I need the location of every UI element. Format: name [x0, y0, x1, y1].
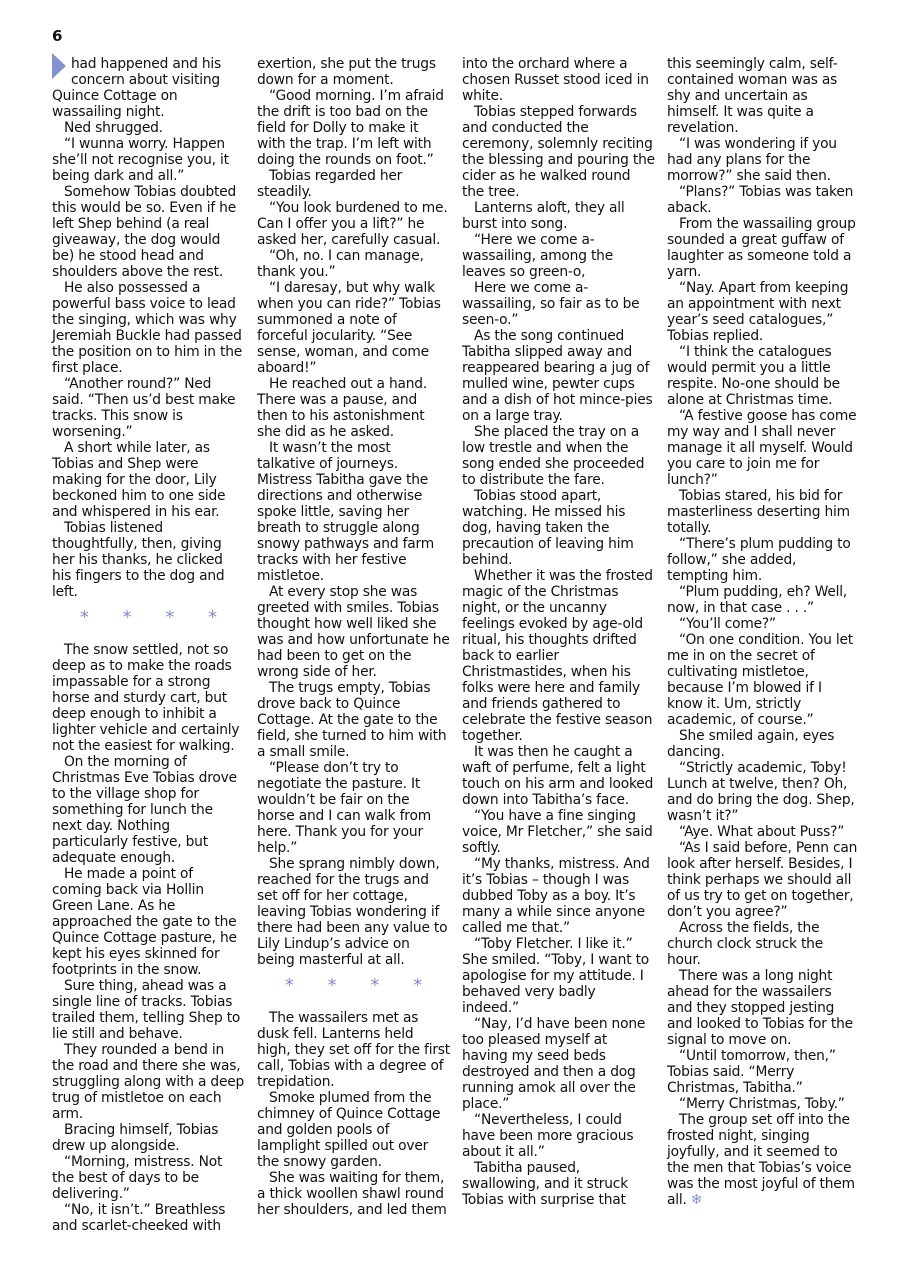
paragraph — [667, 1112, 860, 1208]
paragraph-text: He also possessed a powerful bass voice to lead the singing, which was why Jeremiah Buckle had passed the position on to him in the first place. — [52, 280, 243, 376]
section-separator: * * * * — [79, 607, 232, 628]
paragraph — [462, 328, 655, 424]
paragraph — [667, 136, 860, 184]
paragraph-text: “Good morning. I’m afraid the drift is too bad on the field for Dolly to make it with the trap. I’m left with doing the rounds on foot.” — [257, 88, 444, 168]
paragraph — [667, 408, 860, 488]
paragraph — [462, 104, 655, 200]
paragraph-text: She was waiting for them, a thick woollen shawl round her shoulders, and led them — [257, 1170, 447, 1218]
paragraph — [257, 856, 450, 968]
paragraph — [52, 978, 245, 1042]
paragraph — [667, 920, 860, 968]
paragraph — [52, 754, 245, 866]
paragraph — [462, 200, 655, 232]
paragraph — [462, 232, 655, 280]
paragraph-text: “My thanks, mistress. And it’s Tobias – though I was dubbed Toby as a boy. It’s many a while since anyone called me that.” — [462, 856, 650, 936]
paragraph — [52, 184, 245, 280]
paragraph-text: “Toby Fletcher. I like it.” She smiled. “Toby, I want to apologise for my attitude. I behaved very badly indeed.” — [462, 936, 650, 1016]
paragraph — [462, 1016, 655, 1112]
paragraph — [257, 1090, 450, 1170]
paragraph — [667, 632, 860, 728]
section-separator: * * * * — [284, 975, 437, 996]
paragraph — [257, 88, 450, 168]
paragraph — [462, 744, 655, 808]
paragraph-text: Tobias stared, his bid for masterliness deserting him totally. — [667, 488, 850, 536]
paragraph-text: The wassailers met as dusk fell. Lanterns held high, they set off for the first call, Tobias with a degree of trepidation. — [257, 1010, 451, 1090]
paragraph-text: The snow settled, not so deep as to make the roads impassable for a strong horse and sturdy cart, but deep enough to inhibit a lighter vehicle and certainly not the easiest for walking. — [52, 642, 240, 754]
paragraph-text: The group set off into the frosted night, singing joyfully, and it seemed to the men that Tobias’s voice was the most joyful of them all. — [667, 1112, 855, 1208]
paragraph-text: Ned shrugged. — [64, 120, 163, 136]
paragraph-text: She smiled again, eyes dancing. — [667, 728, 835, 760]
paragraph-text: “I think the catalogues would permit you a little respite. No-one should be alone at Christmas time. — [667, 344, 840, 408]
paragraph-text: “Plans?” Tobias was taken aback. — [667, 184, 854, 216]
paragraph-text: Across the fields, the church clock struck the hour. — [667, 920, 823, 968]
paragraph-text: Lanterns aloft, they all burst into song. — [462, 200, 625, 232]
paragraph — [462, 808, 655, 856]
paragraph-text: “A festive goose has come my way and I shall never manage it all myself. Would you care to join me for lunch?” — [667, 408, 857, 488]
paragraph-text: “Morning, mistress. Not the best of days to be delivering.” — [52, 1154, 223, 1202]
paragraph — [52, 642, 245, 754]
paragraph — [52, 1122, 245, 1154]
paragraph — [52, 136, 245, 184]
paragraph-text: “I wunna worry. Happen she’ll not recognise you, it being dark and all.” — [52, 136, 229, 184]
paragraph-text: “On one condition. You let me in on the secret of cultivating mistletoe, because I’m blowed if I know it. Um, strictly academic, of course.” — [667, 632, 853, 728]
paragraph — [52, 866, 245, 978]
paragraph-text: “Merry Christmas, Toby.” — [679, 1096, 845, 1112]
paragraph-text: On the morning of Christmas Eve Tobias drove to the village shop for something for lunch the next day. Nothing particularly festive, but adequate enough. — [52, 754, 237, 866]
paragraph — [52, 520, 245, 600]
column-4 — [667, 56, 860, 1234]
paragraph — [52, 56, 245, 120]
paragraph — [52, 1042, 245, 1122]
paragraph — [257, 56, 450, 88]
paragraph-text: “You look burdened to me. Can I offer you a lift?” he asked her, carefully casual. — [257, 200, 448, 248]
paragraph-text: It wasn’t the most talkative of journeys. Mistress Tabitha gave the directions and otherwise spoke little, saving her breath to struggle along snowy pathways and farm tracks with her festive mistletoe. — [257, 440, 434, 584]
paragraph — [257, 760, 450, 856]
paragraph — [667, 616, 860, 632]
paragraph — [667, 536, 860, 584]
paragraph — [257, 376, 450, 440]
paragraph — [667, 760, 860, 824]
paragraph-text: “You have a fine singing voice, Mr Fletcher,” she said softly. — [462, 808, 653, 856]
paragraph — [257, 440, 450, 584]
paragraph-text: “Nay, I’d have been none too pleased myself at having my seed beds destroyed and then a dog running amok all over the place.” — [462, 1016, 646, 1112]
paragraph-text: He made a point of coming back via Hollin Green Lane. As he approached the gate to the Quince Cottage pasture, he kept his eyes skinned for footprints in the snow. — [52, 866, 237, 978]
paragraph-text: “Strictly academic, Toby! Lunch at twelve, then? Oh, and do bring the dog. Shep, wasn’t it?” — [667, 760, 855, 824]
paragraph-text: “Here we come a-wassailing, among the leaves so green-o, — [462, 232, 614, 280]
paragraph-text: “Please don’t try to negotiate the pasture. It wouldn’t be fair on the horse and I can walk from here. Thank you for your help.” — [257, 760, 431, 856]
paragraph-text: had happened and his concern about visiting Quince Cottage on wassailing night. — [52, 56, 222, 120]
paragraph — [257, 1010, 450, 1090]
paragraph — [667, 216, 860, 280]
paragraph — [667, 728, 860, 760]
paragraph-text: Tobias stepped forwards and conducted the ceremony, solemnly reciting the blessing and pouring the cider as he walked round the tree. — [462, 104, 655, 200]
paragraph — [462, 56, 655, 104]
continuation-arrow-icon — [52, 53, 66, 79]
paragraph-text: They rounded a bend in the road and there she was, struggling along with a deep trug of mistletoe on each arm. — [52, 1042, 245, 1122]
paragraph — [52, 376, 245, 440]
paragraph — [52, 120, 245, 136]
paragraph-text: It was then he caught a waft of perfume, felt a light touch on his arm and looked down into Tabitha’s face. — [462, 744, 654, 808]
paragraph-text: this seemingly calm, self-contained woman was as shy and uncertain as himself. It was quite a revelation. — [667, 56, 838, 136]
paragraph-text: into the orchard where a chosen Russet stood iced in white. — [462, 56, 649, 104]
paragraph-text: Smoke plumed from the chimney of Quince Cottage and golden pools of lamplight spilled out over the snowy garden. — [257, 1090, 441, 1170]
paragraph — [52, 280, 245, 376]
paragraph-text: She sprang nimbly down, reached for the trugs and set off for her cottage, leaving Tobias wondering if there had been any value to Lily Lindup’s advice on being masterful at all. — [257, 856, 448, 968]
paragraph-text: “I was wondering if you had any plans for the morrow?” she said then. — [667, 136, 837, 184]
paragraph — [667, 1096, 860, 1112]
paragraph-text: A short while later, as Tobias and Shep were making for the door, Lily beckoned him to one side and whispered in his ear. — [52, 440, 226, 520]
paragraph-text: Tabitha paused, swallowing, and it struck Tobias with surprise that — [462, 1160, 628, 1208]
paragraph-text: From the wassailing group sounded a great guffaw of laughter as someone told a yarn. — [667, 216, 856, 280]
paragraph — [667, 488, 860, 536]
column-2 — [257, 56, 450, 1234]
paragraph-text: Sure thing, ahead was a single line of tracks. Tobias trailed them, telling Shep to lie still and behave. — [52, 978, 241, 1042]
paragraph — [52, 1154, 245, 1202]
snowflake-end-icon: ❄ — [690, 1192, 703, 1208]
paragraph — [462, 280, 655, 328]
paragraph-text: “Nevertheless, I could have been more gracious about it all.” — [462, 1112, 634, 1160]
paragraph — [257, 584, 450, 680]
paragraph — [462, 424, 655, 488]
paragraph — [667, 1048, 860, 1096]
paragraph-text: “You’ll come?” — [679, 616, 776, 632]
paragraph-text: Tobias stood apart, watching. He missed his dog, having taken the precaution of leaving him behind. — [462, 488, 634, 568]
article-columns — [52, 56, 862, 1234]
paragraph — [667, 344, 860, 408]
paragraph-text: The trugs empty, Tobias drove back to Quince Cottage. At the gate to the field, she turned to him with a small smile. — [257, 680, 447, 760]
paragraph-text: Here we come a-wassailing, so fair as to be seen-o.” — [462, 280, 640, 328]
paragraph — [257, 280, 450, 376]
paragraph — [667, 584, 860, 616]
paragraph — [462, 1112, 655, 1160]
paragraph — [667, 824, 860, 840]
paragraph-text: Bracing himself, Tobias drew up alongside. — [52, 1122, 219, 1154]
paragraph — [667, 840, 860, 920]
paragraph — [257, 1170, 450, 1218]
paragraph-text: “Another round?” Ned said. “Then us’d best make tracks. This snow is worsening.” — [52, 376, 236, 440]
paragraph-text: Whether it was the frosted magic of the Christmas night, or the uncanny feelings evoked by age-old ritual, his thoughts drifted back to earlier Christmastides, when his folks were here and family and friends gathered to celebrate the festive season together. — [462, 568, 653, 744]
paragraph — [462, 488, 655, 568]
paragraph — [462, 1160, 655, 1208]
paragraph — [667, 184, 860, 216]
paragraph — [257, 200, 450, 248]
paragraph-text: “Aye. What about Puss?” — [679, 824, 845, 840]
paragraph — [667, 56, 860, 136]
paragraph-text: “Until tomorrow, then,” Tobias said. “Merry Christmas, Tabitha.” — [667, 1048, 836, 1096]
paragraph-text: “As I said before, Penn can look after herself. Besides, I think perhaps we should all of us try to get on together, don’t you agree?” — [667, 840, 858, 920]
paragraph — [667, 280, 860, 344]
page-number: 6 — [52, 27, 63, 45]
paragraph-text: “I daresay, but why walk when you can ride?” Tobias summoned a note of forceful jocularity. “See sense, woman, and come aboard!” — [257, 280, 441, 376]
paragraph — [52, 440, 245, 520]
paragraph-text: Somehow Tobias doubted this would be so. Even if he left Shep behind (a real giveaway, the dog would be) he stood head and shoulders above the rest. — [52, 184, 237, 280]
paragraph-text: There was a long night ahead for the wassailers and they stopped jesting and looked to Tobias for the signal to move on. — [667, 968, 853, 1048]
paragraph-text: “There’s plum pudding to follow,” she added, tempting him. — [667, 536, 851, 584]
paragraph-text: “Oh, no. I can manage, thank you.” — [257, 248, 424, 280]
paragraph — [462, 936, 655, 1016]
paragraph — [257, 168, 450, 200]
paragraph-text: As the song continued Tabitha slipped away and reappeared bearing a jug of mulled wine, pewter cups and a dish of hot mince-pies on a large tray. — [462, 328, 653, 424]
paragraph — [667, 968, 860, 1048]
paragraph — [52, 1202, 245, 1234]
paragraph-text: Tobias regarded her steadily. — [257, 168, 403, 200]
column-3 — [462, 56, 655, 1234]
paragraph-text: He reached out a hand. There was a pause, and then to his astonishment she did as he asked. — [257, 376, 428, 440]
paragraph-text: She placed the tray on a low trestle and when the song ended she proceeded to distribute the fare. — [462, 424, 645, 488]
paragraph-text: “Plum pudding, eh? Well, now, in that case . . .” — [667, 584, 848, 616]
paragraph-text: “No, it isn’t.” Breathless and scarlet-cheeked with — [52, 1202, 226, 1234]
paragraph-text: “Nay. Apart from keeping an appointment with next year’s seed catalogues,” Tobias replied. — [667, 280, 849, 344]
paragraph — [257, 680, 450, 760]
paragraph — [257, 248, 450, 280]
column-1 — [52, 56, 245, 1234]
paragraph-text: exertion, she put the trugs down for a moment. — [257, 56, 436, 88]
paragraph — [462, 856, 655, 936]
paragraph — [462, 568, 655, 744]
paragraph-text: Tobias listened thoughtfully, then, giving her his thanks, he clicked his fingers to the dog and left. — [52, 520, 225, 600]
paragraph-text: At every stop she was greeted with smiles. Tobias thought how well liked she was and how unfortunate he had been to get on the wrong side of her. — [257, 584, 450, 680]
